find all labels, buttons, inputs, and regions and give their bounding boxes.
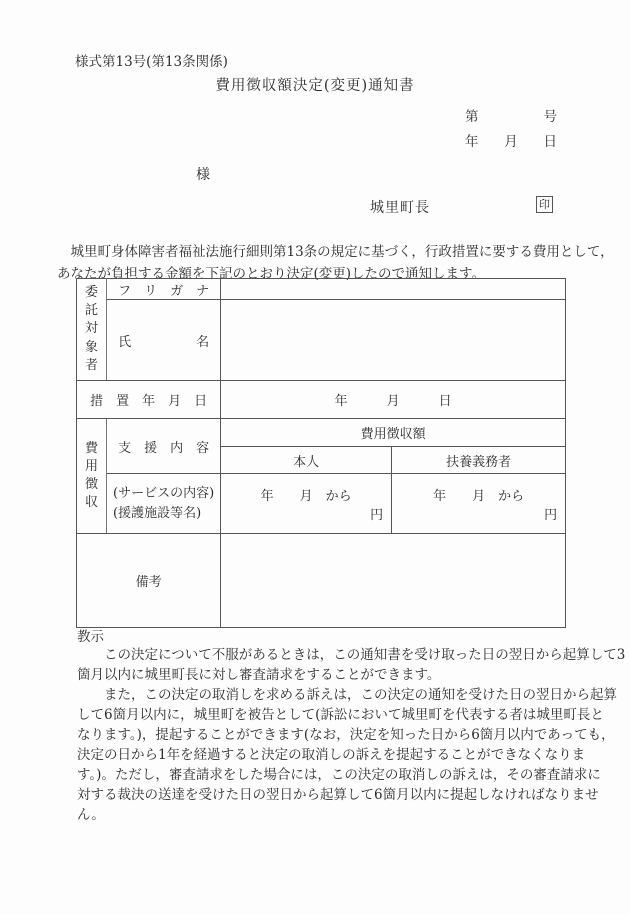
recipient-group-label: 委託対象者 [85, 285, 99, 373]
supporter-from-label: 年 月 から [433, 488, 525, 504]
remarks-value-cell [221, 534, 566, 628]
name-label: 氏 名 [107, 300, 221, 381]
date-day-label: 日 [543, 134, 557, 150]
teaching-heading: 教示 [77, 629, 104, 645]
fee-group-label-cell [77, 419, 107, 534]
recipient-group-label-cell [77, 279, 107, 381]
supporter-amount-cell [392, 474, 566, 534]
fee-amount-header: 費用徴収額 [221, 419, 566, 447]
self-column-header: 本人 [221, 447, 392, 474]
name-value-cell [221, 300, 566, 381]
service-label-line-1: (サービスの内容) [113, 486, 215, 501]
remarks-row [77, 534, 566, 628]
fee-group-label: 費用徴収 [85, 440, 99, 511]
teaching-line-7: す。)。ただし，審査請求をした場合には，この決定の取消しの訴えは，その審査請求に [77, 767, 601, 783]
issue-date-line [465, 130, 557, 150]
remarks-label: 備考 [77, 534, 221, 628]
furigana-row [77, 279, 566, 300]
self-from-label: 年 月 から [260, 488, 352, 504]
doc-number-prefix: 第 [465, 109, 479, 125]
addressee-honorific: 様 [196, 167, 210, 183]
placement-date-row [77, 381, 566, 419]
supporter-column-header: 扶養義務者 [392, 447, 566, 474]
teaching-line-5: なります。)，提起することができます(なお，決定を知った日から6箇月以内であっても， [77, 727, 615, 743]
teaching-line-3: また，この決定の取消しを求める訴えは，この決定の通知を受けた日の翌日から起算 [77, 687, 617, 703]
placement-date-value-cell: 年 月 日 [221, 381, 566, 419]
teaching-line-9: ん。 [77, 807, 105, 823]
furigana-value-cell [221, 279, 566, 300]
intro-line-1: 城里町身体障害者福祉法施行細則第13条の規定に基づく，行政措置に要する費用として， [57, 244, 614, 260]
document-title: 費用徴収額決定(変更)通知書 [215, 78, 415, 94]
placement-date-label: 措 置 年 月 日 [77, 381, 221, 419]
form-number: 様式第13号(第13条関係) [75, 54, 228, 70]
date-year-label: 年 [465, 134, 479, 150]
supporter-yen-label: 円 [544, 507, 558, 523]
fee-table [76, 278, 566, 628]
doc-number-suffix: 号 [543, 109, 557, 125]
furigana-label: フ リ ガ ナ [107, 279, 221, 300]
teaching-line-4: して6箇月以内に，城里町を被告として(訴訟において城里町を代表する者は城里町長と [77, 707, 604, 723]
support-content-label: 支 援 内 容 [107, 419, 221, 474]
teaching-line-2: 箇月以内に城里町長に対し審査請求をすることができます。 [77, 667, 441, 683]
issuer-name: 城里町長 [370, 200, 430, 216]
document-number-line [465, 105, 557, 125]
teaching-line-1: この決定について不服があるときは，この通知書を受け取った日の翌日から起算して3 [77, 647, 626, 663]
intro-line-2: あなたが負担する金額を下記のとおり決定(変更)したので通知します。 [57, 266, 485, 282]
self-amount-cell [221, 474, 392, 534]
self-yen-label: 円 [370, 507, 384, 523]
seal-mark: 印 [536, 196, 553, 213]
name-row [77, 300, 566, 381]
service-label-cell [107, 474, 221, 534]
fee-amount-header-row [77, 419, 566, 447]
service-amount-row [77, 474, 566, 534]
teaching-paragraph [77, 645, 625, 825]
teaching-line-6: 決定の日から1年を経過すると決定の取消しの訴えを提起することができなくなりま [77, 747, 586, 763]
teaching-line-8: 対する裁決の送達を受けた日の翌日から起算して6箇月以内に提起しなければなりませ [77, 787, 599, 803]
service-label-line-2: (援護施設等名) [113, 505, 202, 521]
date-month-label: 月 [504, 134, 518, 150]
